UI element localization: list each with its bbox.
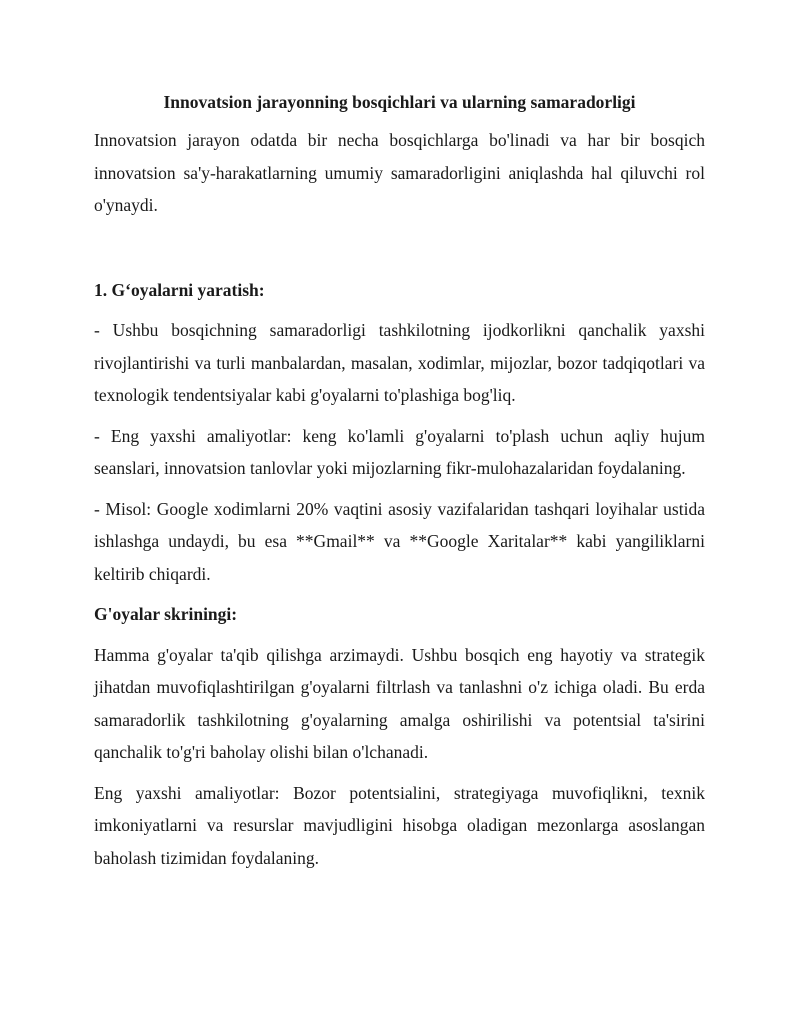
intro-paragraph: Innovatsion jarayon odatda bir necha bosqichlarga bo'linadi va har bir bosqich innovatsion sa'y-harakatlarning umumiy samaradorligini aniqlashda hal qiluvchi rol o'ynaydi.	[94, 130, 705, 215]
screening-paragraph: Hamma g'oyalar ta'qib qilishga arzimaydi. Ushbu bosqich eng hayotiy va strategik jihatdan muvofiqlashtirilgan g'oyalarni filtrlash va tanlashni o'z ichiga oladi. Bu erda samaradorlik tashkilotning g'oyalarning amalga oshirilishi va potentsial ta'sirini qanchalik to'g'ri baholay olishi bilan o'lchanadi.	[94, 644, 705, 762]
section-heading-idea-generation: 1. G‘oyalarni yaratish:	[94, 279, 265, 300]
bullet-example: - Misol: Google xodimlarni 20% vaqtini asosiy vazifalaridan tashqari loyihalar ustida ishlashga undaydi, bu esa **Gmail** va **Google Xaritalar** kabi yangiliklarni keltirib chiqardi.	[94, 498, 705, 584]
document-title: Innovatsion jarayonning bosqichlari va ularning samaradorligi	[163, 92, 636, 112]
bullet-best-practices: - Eng yaxshi amaliyotlar: keng ko'lamli g'oyalarni to'plash uchun aqliy hujum seanslari, innovatsion tanlovlar yoki mijozlarning fikr-mulohazalaridan foydalaning.	[94, 425, 705, 478]
screening-best-practices-paragraph: Eng yaxshi amaliyotlar: Bozor potentsialini, strategiyaga muvofiqlikni, texnik imkoniyatlarni va resurslar mavjudligini hisobga oladigan mezonlarga asoslangan baholash tizimidan foydalaning.	[94, 782, 705, 868]
section-heading-idea-screening: G'oyalar skriningi:	[94, 604, 238, 624]
document-page	[94, 86, 705, 882]
bullet-effectiveness: - Ushbu bosqichning samaradorligi tashkilotning ijodkorlikni qanchalik yaxshi rivojlantirishi va turli manbalardan, masalan, xodimlar, mijozlar, bozor tadqiqotlari va texnologik tendentsiyalar kabi g'oyalarni to'plashiga bog'liq.	[94, 320, 705, 405]
